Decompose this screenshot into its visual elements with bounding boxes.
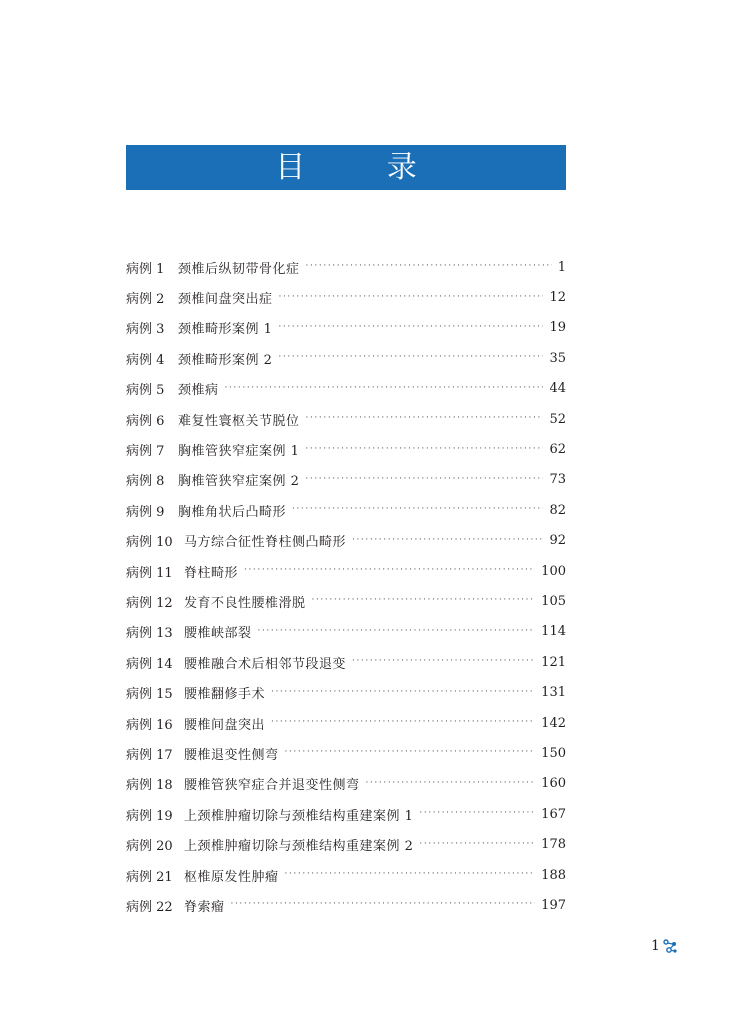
toc-dot-leader — [285, 869, 536, 879]
toc-case-label: 病例 6 — [126, 413, 165, 429]
toc-dot-leader — [419, 808, 535, 818]
toc-case-title: 胸椎管狭窄症案例 1 — [178, 444, 300, 460]
toc-case-label: 病例 20 — [126, 839, 173, 855]
toc-dot-leader — [231, 899, 536, 909]
toc-page-number: 105 — [541, 593, 566, 609]
toc-entry[interactable] — [126, 890, 566, 920]
toc-page-number: 82 — [549, 502, 566, 518]
toc-entry[interactable] — [126, 495, 566, 525]
toc-page-number: 131 — [541, 685, 566, 701]
toc-entry[interactable] — [126, 556, 566, 586]
toc-case-label: 病例 16 — [126, 717, 173, 733]
toc-case-label: 病例 2 — [126, 292, 165, 308]
toc-case-title: 上颈椎肿瘤切除与颈椎结构重建案例 1 — [184, 808, 414, 824]
toc-case-title: 颈椎后纵韧带骨化症 — [178, 261, 300, 277]
toc-dot-leader — [352, 656, 535, 666]
toc-dot-leader — [306, 413, 544, 423]
toc-page-number: 12 — [549, 290, 566, 306]
toc-entry[interactable] — [126, 586, 566, 616]
toc-entry[interactable] — [126, 526, 566, 556]
toc-case-label: 病例 7 — [126, 444, 165, 460]
toc-dot-leader — [271, 717, 535, 727]
toc-case-title: 马方综合征性脊柱侧凸畸形 — [184, 535, 347, 551]
toc-dot-leader — [312, 595, 536, 605]
toc-page-number: 197 — [541, 897, 566, 913]
toc-entry[interactable] — [126, 860, 566, 890]
toc-case-title: 腰椎退变性侧弯 — [184, 747, 279, 763]
toc-dot-leader — [258, 626, 536, 636]
toc-entry[interactable] — [126, 374, 566, 404]
toc-page-number: 178 — [541, 837, 566, 853]
toc-page-number: 44 — [549, 381, 566, 397]
toc-dot-leader — [292, 504, 543, 514]
toc-entry[interactable] — [126, 343, 566, 373]
toc-case-label: 病例 17 — [126, 747, 173, 763]
molecule-icon — [662, 938, 678, 954]
toc-case-title: 颈椎间盘突出症 — [178, 292, 273, 308]
toc-case-label: 病例 5 — [126, 383, 165, 399]
toc-case-label: 病例 12 — [126, 595, 173, 611]
toc-case-label: 病例 8 — [126, 474, 165, 490]
toc-case-label: 病例 3 — [126, 322, 165, 338]
toc-entry[interactable] — [126, 465, 566, 495]
toc-page-number: 35 — [549, 350, 566, 366]
toc-page-number: 188 — [541, 867, 566, 883]
toc-entry[interactable] — [126, 404, 566, 434]
toc-dot-leader — [278, 322, 543, 332]
toc-entry[interactable] — [126, 738, 566, 768]
toc-entry[interactable] — [126, 769, 566, 799]
toc-entry[interactable] — [126, 282, 566, 312]
toc-case-title: 颈椎畸形案例 2 — [178, 352, 273, 368]
toc-case-title: 腰椎间盘突出 — [184, 717, 266, 733]
toc-dot-leader — [271, 687, 535, 697]
toc-case-label: 病例 19 — [126, 808, 173, 824]
toc-dot-leader — [306, 261, 552, 271]
toc-entry[interactable] — [126, 708, 566, 738]
toc-dot-leader — [278, 352, 543, 362]
toc-case-label: 病例 1 — [126, 261, 165, 277]
toc-dot-leader — [305, 474, 543, 484]
toc-page-number: 150 — [541, 745, 566, 761]
page-number: 1 — [651, 938, 660, 954]
toc-case-label: 病例 11 — [126, 565, 173, 581]
toc-case-label: 病例 10 — [126, 535, 173, 551]
page-title: 目 录 — [275, 149, 453, 185]
toc-entry[interactable] — [126, 647, 566, 677]
toc-page-number: 19 — [549, 320, 566, 336]
toc-case-label: 病例 21 — [126, 869, 173, 885]
toc-page-number: 52 — [549, 411, 566, 427]
toc-page-number: 121 — [541, 654, 566, 670]
title-banner — [126, 145, 566, 190]
toc-case-label: 病例 18 — [126, 778, 173, 794]
toc-case-title: 脊索瘤 — [184, 899, 225, 915]
toc-page-number: 167 — [541, 806, 566, 822]
toc-entry[interactable] — [126, 829, 566, 859]
table-of-contents — [126, 252, 566, 921]
toc-case-title: 胸椎管狭窄症案例 2 — [178, 474, 300, 490]
toc-dot-leader — [352, 535, 543, 545]
toc-page-number: 114 — [541, 624, 566, 640]
toc-page-number: 160 — [541, 776, 566, 792]
toc-case-title: 腰椎管狭窄症合并退变性侧弯 — [184, 778, 360, 794]
toc-case-title: 腰椎融合术后相邻节段退变 — [184, 656, 347, 672]
toc-entry[interactable] — [126, 252, 566, 282]
toc-entry[interactable] — [126, 799, 566, 829]
toc-dot-leader — [244, 565, 535, 575]
toc-page-number: 92 — [549, 533, 566, 549]
toc-case-title: 发育不良性腰椎滑脱 — [184, 595, 306, 611]
toc-page-number: 1 — [557, 259, 566, 275]
toc-case-title: 腰椎峡部裂 — [184, 626, 252, 642]
toc-dot-leader — [225, 383, 544, 393]
toc-page-number: 142 — [541, 715, 566, 731]
toc-case-label: 病例 9 — [126, 504, 165, 520]
page-footer — [651, 938, 678, 954]
toc-entry[interactable] — [126, 434, 566, 464]
toc-case-title: 颈椎畸形案例 1 — [178, 322, 273, 338]
toc-dot-leader — [279, 292, 544, 302]
toc-dot-leader — [305, 444, 543, 454]
toc-case-label: 病例 15 — [126, 687, 173, 703]
toc-entry[interactable] — [126, 313, 566, 343]
toc-case-label: 病例 22 — [126, 899, 173, 915]
toc-case-title: 胸椎角状后凸畸形 — [178, 504, 287, 520]
toc-case-label: 病例 14 — [126, 656, 173, 672]
toc-case-label: 病例 4 — [126, 352, 165, 368]
toc-dot-leader — [285, 747, 536, 757]
toc-case-title: 脊柱畸形 — [184, 565, 239, 581]
toc-case-title: 腰椎翻修手术 — [184, 687, 266, 703]
toc-case-title: 上颈椎肿瘤切除与颈椎结构重建案例 2 — [184, 839, 414, 855]
toc-case-title: 难复性寰枢关节脱位 — [178, 413, 300, 429]
toc-page-number: 73 — [549, 472, 566, 488]
toc-case-title: 枢椎原发性肿瘤 — [184, 869, 279, 885]
toc-page-number: 100 — [541, 563, 566, 579]
toc-dot-leader — [366, 778, 536, 788]
toc-case-title: 颈椎病 — [178, 383, 219, 399]
toc-case-label: 病例 13 — [126, 626, 173, 642]
toc-entry[interactable] — [126, 677, 566, 707]
toc-page-number: 62 — [549, 442, 566, 458]
toc-entry[interactable] — [126, 617, 566, 647]
toc-dot-leader — [419, 839, 535, 849]
